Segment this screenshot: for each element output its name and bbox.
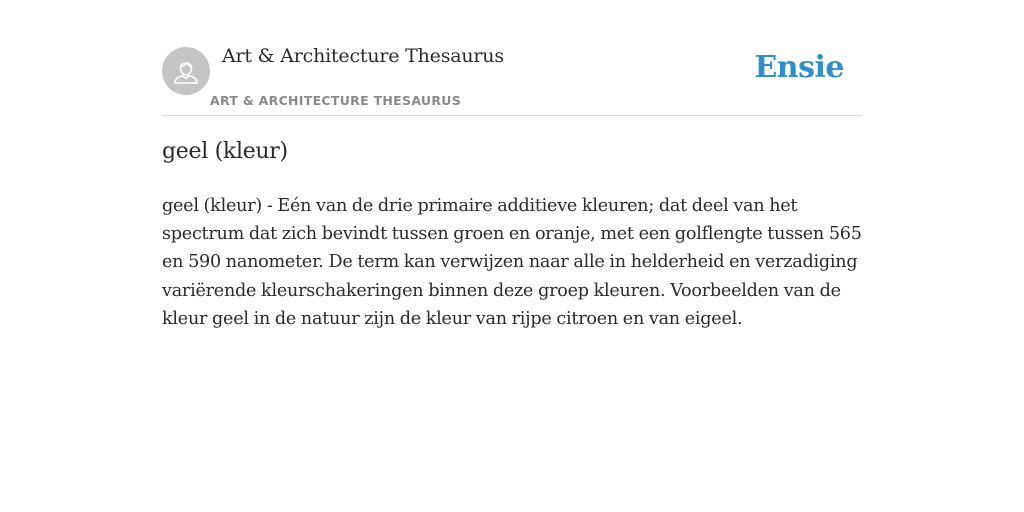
- avatar[interactable]: [162, 47, 210, 95]
- entry-definition: [162, 192, 862, 333]
- ensie-logo-link[interactable]: Ensie: [754, 50, 844, 85]
- user-placeholder-icon: [162, 47, 210, 95]
- definition-line: en 590 nanometer. De term kan verwijzen naar alle in helderheid en verzadiging: [162, 252, 858, 273]
- page-container: [162, 0, 862, 329]
- author-name-link[interactable]: Art & Architecture Thesaurus: [222, 45, 504, 67]
- page-header: [162, 0, 862, 116]
- entry-title: geel (kleur): [162, 139, 288, 164]
- definition-line: kleur geel in de natuur zijn de kleur van rijpe citroen en van eigeel.: [162, 308, 743, 329]
- author-subtitle: ART & ARCHITECTURE THESAURUS: [210, 93, 462, 108]
- definition-line: geel (kleur) - Eén van de drie primaire additieve kleuren; dat deel van het: [162, 196, 798, 216]
- definition-line: spectrum dat zich bevindt tussen groen en oranje, met een golflengte tussen 565: [162, 224, 862, 245]
- definition-line: variërende kleurschakeringen binnen deze groep kleuren. Voorbeelden van de: [162, 280, 841, 301]
